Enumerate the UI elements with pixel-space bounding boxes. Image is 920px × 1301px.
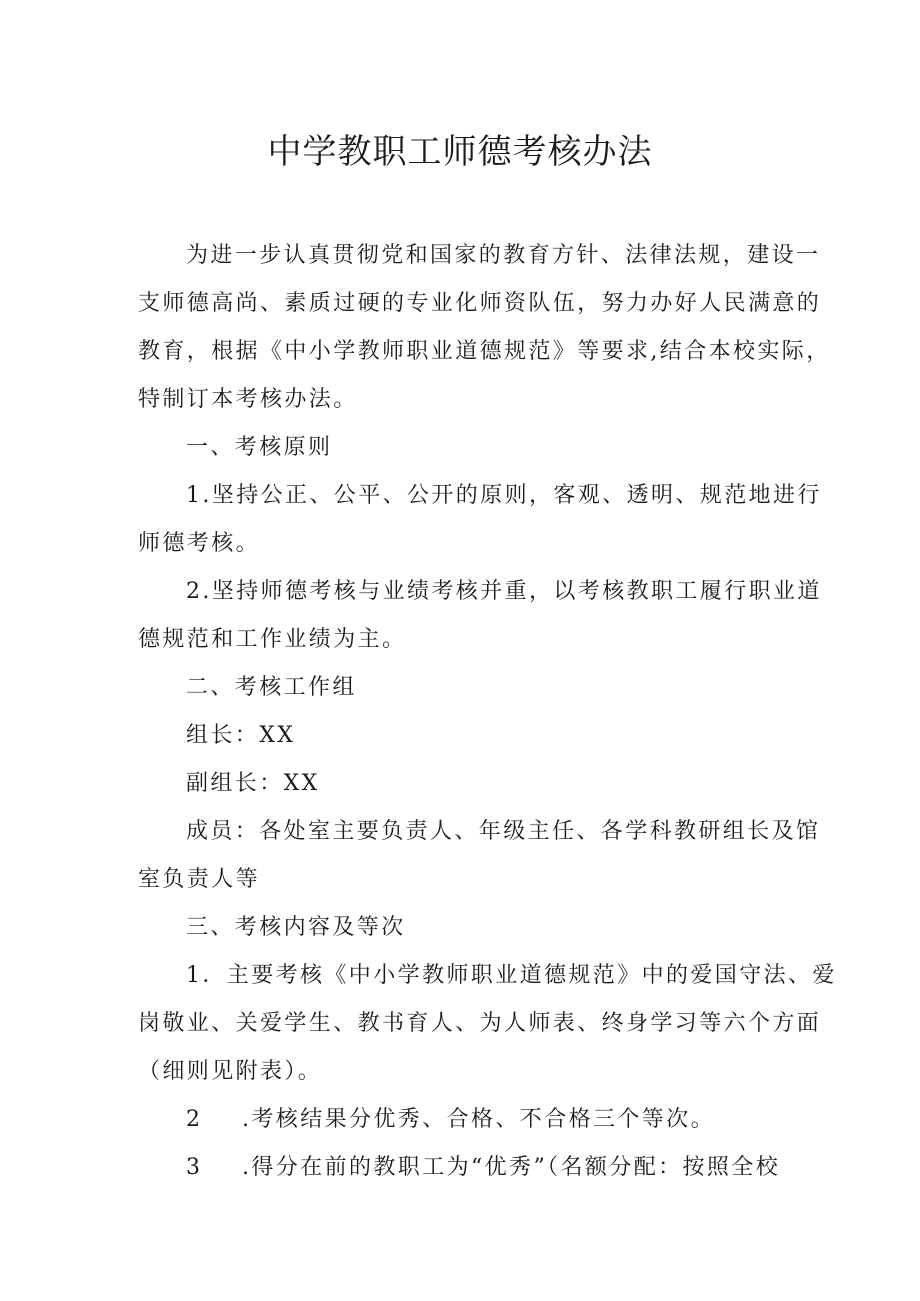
paragraph-line: 1.坚持公正、公平、公开的原则，客观、透明、规范地进行	[186, 483, 822, 508]
document-title: 中学教职工师德考核办法	[267, 132, 653, 172]
section-heading: 二、考核工作组	[186, 675, 357, 700]
paragraph-line: 2.坚持师德考核与业绩考核并重，以考核教职工履行职业道	[186, 579, 822, 604]
paragraph-line: 特制订本考核办法。	[138, 387, 358, 412]
list-item-text: .得分在前的教职工为“优秀”（名额分配：按照全校	[242, 1155, 781, 1180]
list-item-number: 3	[186, 1155, 203, 1180]
list-item-number: 2	[186, 1107, 203, 1132]
section-heading: 三、考核内容及等次	[186, 915, 406, 940]
paragraph-line: 室负责人等	[138, 867, 261, 892]
paragraph-line: 教育，根据《中小学教师职业道德规范》等要求,结合本校实际，	[138, 339, 831, 364]
paragraph-line: 德规范和工作业绩为主。	[138, 627, 407, 652]
paragraph-line: 副组长：XX	[186, 771, 320, 796]
paragraph-line: 师德考核。	[138, 531, 261, 556]
paragraph-line: 为进一步认真贯彻党和国家的教育方针、法律法规，建设一	[186, 243, 821, 268]
list-item-text: .考核结果分优秀、合格、不合格三个等次。	[242, 1107, 715, 1132]
list-item	[186, 1150, 780, 1181]
paragraph-line: 支师德高尚、素质过硬的专业化师资队伍，努力办好人民满意的	[138, 291, 822, 316]
paragraph-line: 组长：XX	[186, 723, 296, 748]
section-heading: 一、考核原则	[186, 435, 333, 460]
paragraph-line: 1．主要考核《中小学教师职业道德规范》中的爱国守法、爱	[186, 963, 837, 988]
list-item	[186, 1102, 715, 1133]
paragraph-line: 岗敬业、关爱学生、教书育人、为人师表、终身学习等六个方面	[138, 1011, 822, 1036]
paragraph-line: （细则见附表）。	[138, 1059, 323, 1084]
paragraph-line: 成员：各处室主要负责人、年级主任、各学科教研组长及馆	[186, 819, 821, 844]
